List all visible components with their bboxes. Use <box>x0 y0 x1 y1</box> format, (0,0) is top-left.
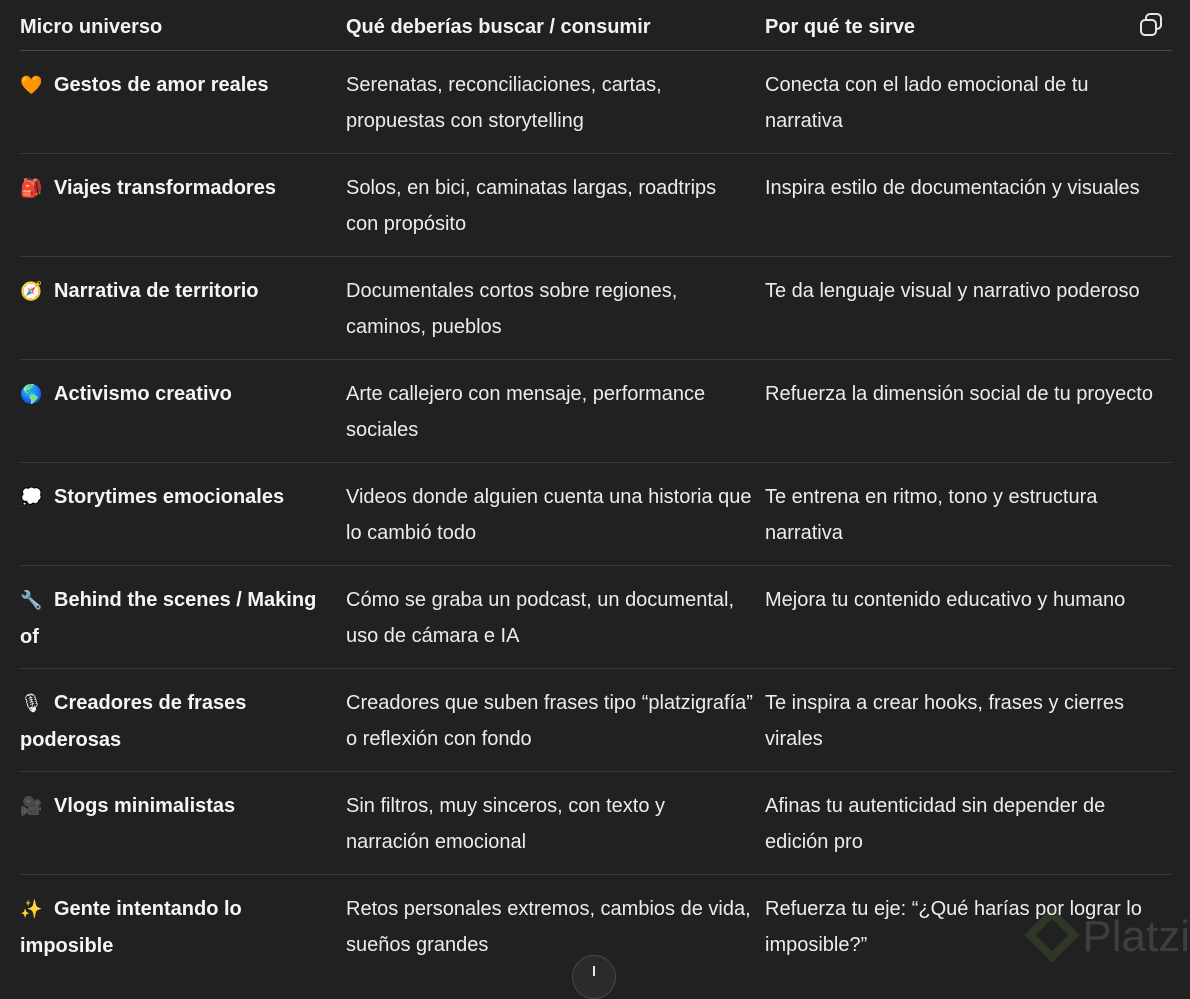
micro-universo-label: Creadores de frases poderosas <box>20 692 247 751</box>
table-row <box>20 154 1172 257</box>
table-row <box>20 669 1172 772</box>
micro-universo-cell <box>20 685 346 771</box>
por-que-sirve-cell: Refuerza la dimensión social de tu proyecto <box>765 383 1153 405</box>
thought-bubble-icon: 💭 <box>20 487 43 508</box>
que-buscar-cell: Sin filtros, muy sinceros, con texto y narración emocional <box>346 795 666 853</box>
micro-universo-label: Gente intentando lo imposible <box>20 898 242 957</box>
table-header-row <box>20 0 1172 51</box>
por-que-sirve-cell: Conecta con el lado emocional de tu narrativa <box>765 74 1089 132</box>
por-que-sirve-cell: Te entrena en ritmo, tono y estructura narrativa <box>765 486 1098 544</box>
por-que-sirve-cell: Refuerza tu eje: “¿Qué harías por lograr lo imposible?” <box>765 898 1142 956</box>
header-por-que-sirve: Por qué te sirve <box>765 15 916 38</box>
que-buscar-cell: Solos, en bici, caminatas largas, roadtrips con propósito <box>346 177 717 235</box>
micro-universo-label: Viajes transformadores <box>54 177 276 199</box>
movie-camera-icon: 🎥 <box>20 796 43 817</box>
micro-universo-label: Behind the scenes / Making of <box>20 589 317 648</box>
platzi-watermark <box>1022 907 1190 967</box>
micro-universo-cell <box>20 582 346 668</box>
platzi-logo-icon <box>1022 907 1082 967</box>
markdown-table <box>20 0 1172 978</box>
micro-universo-label: Gestos de amor reales <box>54 74 269 96</box>
copy-table-button[interactable] <box>1138 12 1164 38</box>
que-buscar-cell: Videos donde alguien cuenta una historia que lo cambió todo <box>346 486 752 544</box>
orange-heart-icon: 🧡 <box>20 75 43 96</box>
microphone-icon: 🎙 <box>20 693 43 714</box>
arrow-down-icon <box>593 966 595 976</box>
que-buscar-cell: Documentales cortos sobre regiones, caminos, pueblos <box>346 280 678 338</box>
micro-universo-cell <box>20 376 346 462</box>
por-que-sirve-cell: Mejora tu contenido educativo y humano <box>765 589 1126 611</box>
micro-universo-cell <box>20 891 346 978</box>
watermark-text: Platzi <box>1082 912 1190 961</box>
table-row <box>20 51 1172 154</box>
micro-universo-label: Narrativa de territorio <box>54 280 259 302</box>
compass-icon: 🧭 <box>20 281 43 302</box>
micro-universo-label: Vlogs minimalistas <box>54 795 236 817</box>
globe-icon: 🌎 <box>20 384 43 405</box>
que-buscar-cell: Arte callejero con mensaje, performance sociales <box>346 383 706 441</box>
por-que-sirve-cell: Te inspira a crear hooks, frases y cierres virales <box>765 692 1125 750</box>
table-row <box>20 772 1172 875</box>
table-row <box>20 360 1172 463</box>
por-que-sirve-cell: Te da lenguaje visual y narrativo poderoso <box>765 280 1140 302</box>
sparkles-icon: ✨ <box>20 899 43 920</box>
que-buscar-cell: Cómo se graba un podcast, un documental, uso de cámara e IA <box>346 589 735 647</box>
que-buscar-cell: Serenatas, reconciliaciones, cartas, propuestas con storytelling <box>346 74 662 132</box>
scroll-down-button[interactable] <box>572 955 616 999</box>
micro-universo-label: Storytimes emocionales <box>54 486 285 508</box>
que-buscar-cell: Creadores que suben frases tipo “platzigrafía” o reflexión con fondo <box>346 692 753 750</box>
que-buscar-cell: Retos personales extremos, cambios de vida, sueños grandes <box>346 898 751 956</box>
backpack-icon: 🎒 <box>20 178 43 199</box>
table-row <box>20 463 1172 566</box>
por-que-sirve-cell: Afinas tu autenticidad sin depender de edición pro <box>765 795 1106 853</box>
header-que-buscar: Qué deberías buscar / consumir <box>346 15 651 38</box>
micro-universo-cell <box>20 67 346 153</box>
wrench-icon: 🔧 <box>20 590 43 611</box>
micro-universo-label: Activismo creativo <box>54 383 232 405</box>
header-micro-universo: Micro universo <box>20 15 163 38</box>
micro-universo-cell <box>20 479 346 565</box>
por-que-sirve-cell: Inspira estilo de documentación y visuales <box>765 177 1140 199</box>
micro-universo-cell <box>20 273 346 359</box>
micro-universo-cell <box>20 170 346 256</box>
copy-icon <box>1138 12 1164 38</box>
table-row <box>20 566 1172 669</box>
table-row <box>20 257 1172 360</box>
micro-universo-cell <box>20 788 346 874</box>
